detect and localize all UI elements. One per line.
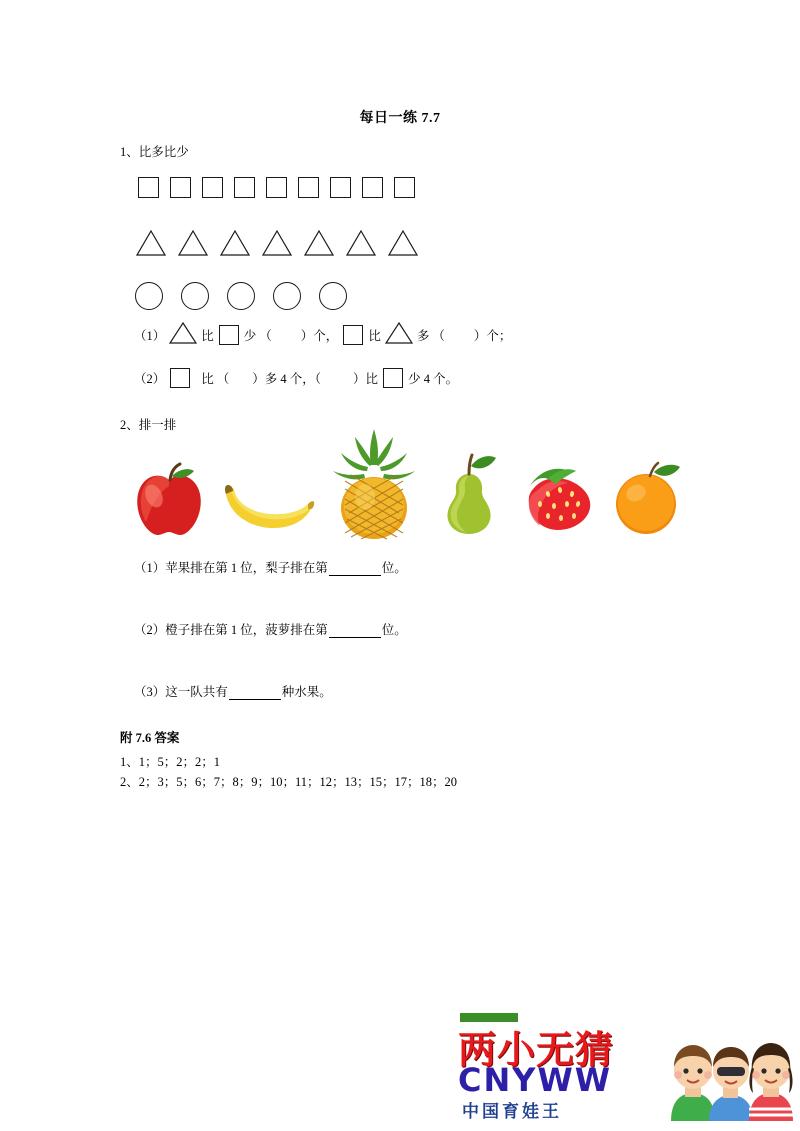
q1-line2-t4: ）比	[353, 372, 379, 386]
square-icon	[343, 325, 363, 345]
square-shape	[266, 177, 287, 198]
watermark	[450, 1005, 790, 1120]
q2-item1-before: 苹果排在第 1 位，梨子排在第	[165, 561, 328, 575]
q1-line1-t2: 少（	[243, 329, 275, 343]
q1-line1-t6: ）个；	[473, 329, 512, 343]
circle-shape	[273, 282, 301, 310]
q1-line1-t5: 多（	[416, 329, 448, 343]
q1-line1-t1: 比	[201, 329, 214, 343]
triangle-shape	[346, 230, 376, 256]
orange-image	[610, 460, 686, 541]
triangle-shape	[304, 230, 334, 256]
circle-shape	[181, 282, 209, 310]
triangle-row	[136, 230, 430, 256]
triangle-shape	[262, 230, 292, 256]
square-icon	[219, 325, 239, 345]
apple-image	[130, 462, 208, 543]
triangle-shape	[388, 230, 418, 256]
square-shape	[362, 177, 383, 198]
blank-field[interactable]	[329, 624, 381, 638]
watermark-family-characters	[665, 1023, 785, 1118]
answer-line-2: 2、2；3；5；6；7；8；9；10；11；12；13；15；17；18；20	[120, 775, 458, 789]
fruit-row	[120, 430, 680, 545]
q1-line1-t3: ）个，	[300, 329, 339, 343]
pineapple-image	[325, 427, 423, 545]
square-icon	[170, 368, 190, 388]
square-row	[138, 177, 426, 198]
triangle-shape	[136, 230, 166, 256]
q2-item2-before: 橙子排在第 1 位，菠萝排在第	[165, 623, 328, 637]
triangle-shape	[178, 230, 208, 256]
question-2-sub-1	[134, 558, 407, 576]
q1-line1-prefix: （1）	[134, 329, 166, 343]
pear-image	[438, 450, 500, 541]
blank-field[interactable]	[229, 686, 281, 700]
triangle-icon	[169, 322, 197, 348]
question-1-sub-1	[134, 322, 511, 348]
q2-item3-after: 种水果。	[281, 685, 332, 699]
square-shape	[298, 177, 319, 198]
page-title: 每日一练 7.7	[359, 111, 441, 126]
question-1-sub-2	[134, 368, 458, 388]
q1-line2-t1: （2）	[134, 372, 166, 386]
q1-line2-t3: ）多 4 个，（	[252, 372, 322, 386]
q2-item1-prefix: （1）	[134, 561, 166, 575]
square-shape	[138, 177, 159, 198]
question-2-label: 2、排一排	[120, 418, 177, 432]
answer-section-title: 附 7.6 答案	[120, 731, 180, 745]
square-shape	[170, 177, 191, 198]
circle-row	[135, 282, 365, 310]
question-2-sub-2	[134, 620, 407, 638]
watermark-bottom-text: 中国育娃王	[462, 1102, 562, 1122]
q2-item2-prefix: （2）	[134, 623, 166, 637]
banana-image	[220, 480, 316, 539]
triangle-shape	[220, 230, 250, 256]
circle-shape	[227, 282, 255, 310]
question-1-label: 1、比多比少	[120, 145, 189, 159]
circle-shape	[135, 282, 163, 310]
square-icon	[383, 368, 403, 388]
q2-item3-prefix: （3）	[134, 685, 166, 699]
q2-item1-after: 位。	[381, 561, 407, 575]
square-shape	[234, 177, 255, 198]
answer-line-1: 1、1；5；2；2；1	[120, 755, 221, 769]
q2-item3-before: 这一队共有	[165, 685, 228, 699]
question-2-sub-3	[134, 682, 332, 700]
q1-line1-t4: 比	[368, 329, 381, 343]
q1-line2-t2: 比（	[201, 372, 233, 386]
square-shape	[394, 177, 415, 198]
blank-field[interactable]	[329, 562, 381, 576]
circle-shape	[319, 282, 347, 310]
q1-line2-t5: 少 4 个。	[408, 372, 459, 386]
q2-item2-after: 位。	[381, 623, 407, 637]
square-shape	[202, 177, 223, 198]
square-shape	[330, 177, 351, 198]
strawberry-image	[520, 466, 598, 539]
triangle-icon	[385, 322, 413, 348]
watermark-red-text: 两小无猜	[458, 1028, 615, 1072]
watermark-blue-text: CNYWW	[458, 1061, 613, 1099]
